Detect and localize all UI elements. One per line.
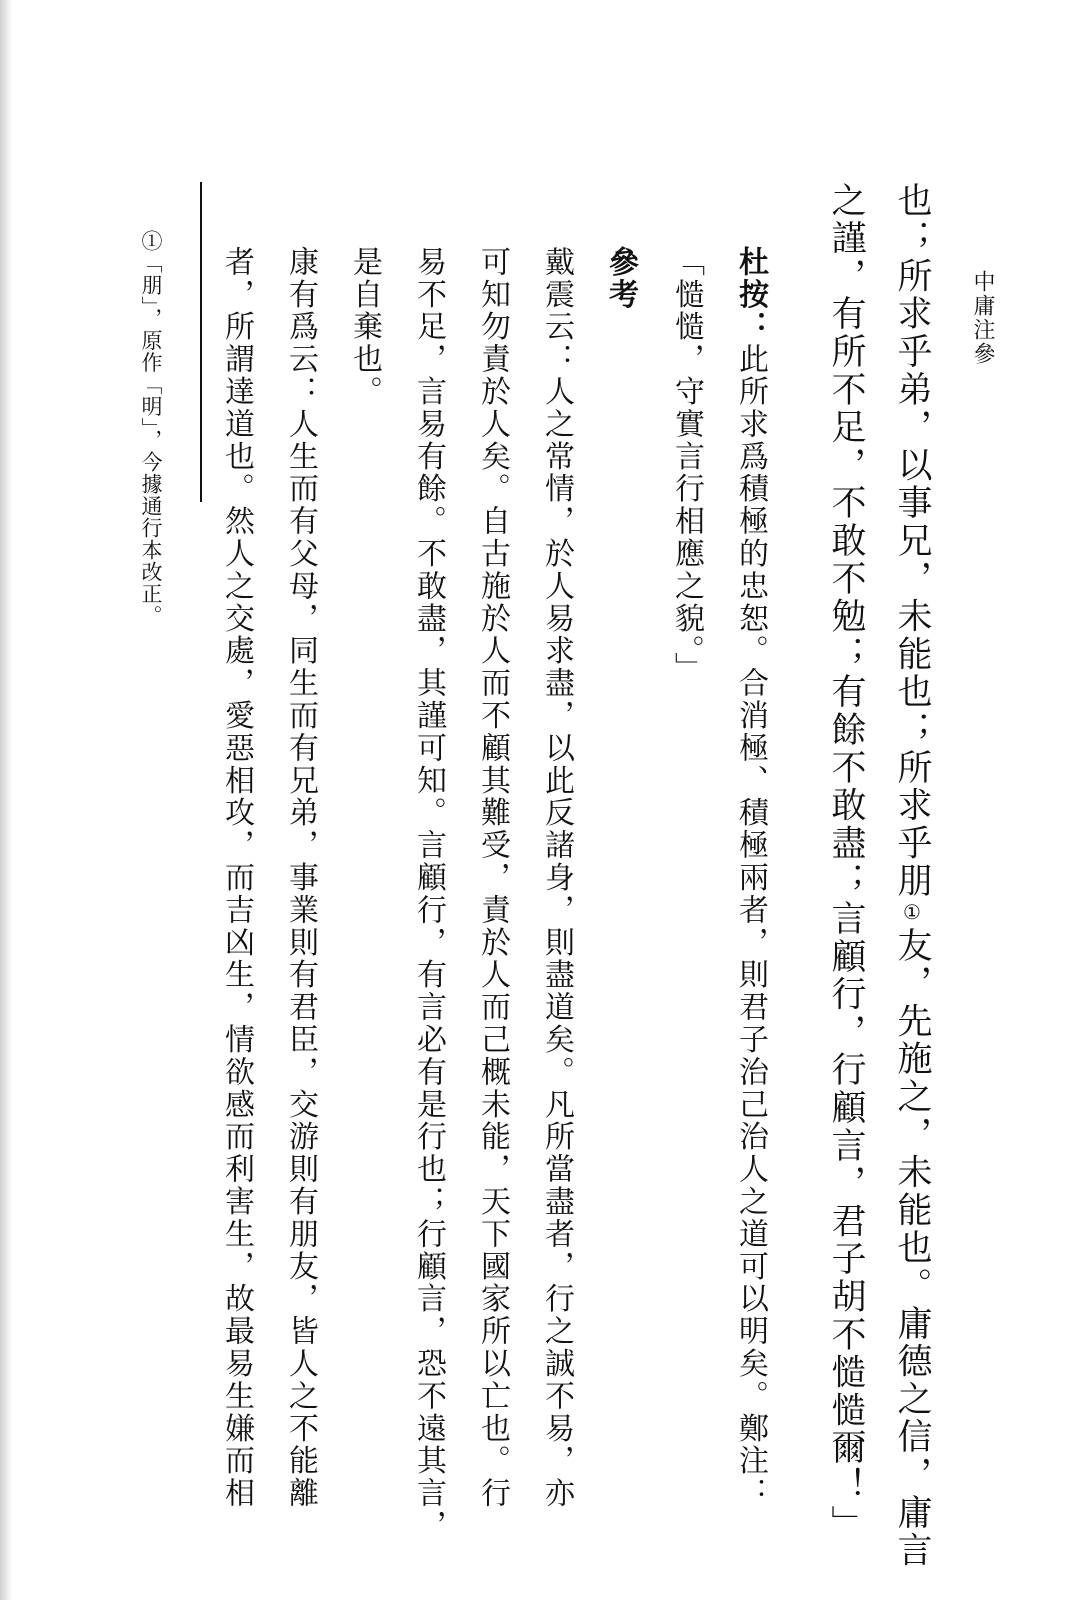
main-text-line-1: 也；所求乎弟，以事兄，未能也；所求乎朋 xyxy=(892,182,932,901)
du-note-label: 杜按： xyxy=(733,246,768,344)
kang-youwei-label: 康有爲云： xyxy=(283,246,318,408)
dai-zhen-label: 戴震云： xyxy=(539,246,574,376)
dai-zhen-column-3: 易不足，言易有餘。不敢盡，其謹可知。言顧行，有言必有是行也；行顧言，恐不遠其言， xyxy=(411,246,446,1542)
page-edge-shadow xyxy=(0,0,12,1600)
du-note-column-1 xyxy=(719,246,768,1510)
dai-zhen-text-1: 人之常情，於人易求盡，以此反諸身，則盡道矣。凡所當盡者，行之誠不易，亦 xyxy=(539,375,574,1510)
main-text-column-2: 之謹，有所不足，不敢不勉；有餘不敢盡；言顧行，行顧言，君子胡不慥慥爾！」 xyxy=(826,182,866,1543)
dai-zhen-column-2: 可知勿責於人矣。自古施於人而不顧其難受，責於人而己概未能，天下國家所以亡也。行 xyxy=(475,246,510,1510)
kang-youwei-text-1: 人生而有父母，同生而有兄弟，事業則有君臣，交游則有朋友，皆人之不能離 xyxy=(283,408,318,1510)
du-note-text-1: 此所求爲積極的忠恕。合消極、積極兩者，則君子治己治人之道可以明矣。鄭注： xyxy=(733,343,768,1510)
running-head: 中庸注參 xyxy=(970,270,995,366)
footnote: ①「朋」，原作「明」，今據通行本改正。 xyxy=(139,230,163,627)
kang-youwei-column-2: 者，所謂達道也。然人之交處，愛惡相攻，而吉凶生，情欲感而利害生，故最易生嫌而相 xyxy=(219,246,254,1510)
dai-zhen-column-1 xyxy=(525,246,574,1510)
kang-youwei-column-1 xyxy=(269,246,318,1510)
du-note-column-2: 「慥慥，守實言行相應之貌。」 xyxy=(669,246,704,685)
footnote-marker: ① xyxy=(900,900,924,928)
footnote-divider xyxy=(200,182,202,502)
dai-zhen-column-4: 是自棄也。 xyxy=(347,246,382,408)
reference-heading: 參考 xyxy=(603,246,638,311)
main-text-column-1 xyxy=(877,182,932,1570)
main-text-line-1-tail: 友，先施之，未能也。庸德之信，庸言 xyxy=(892,927,932,1570)
